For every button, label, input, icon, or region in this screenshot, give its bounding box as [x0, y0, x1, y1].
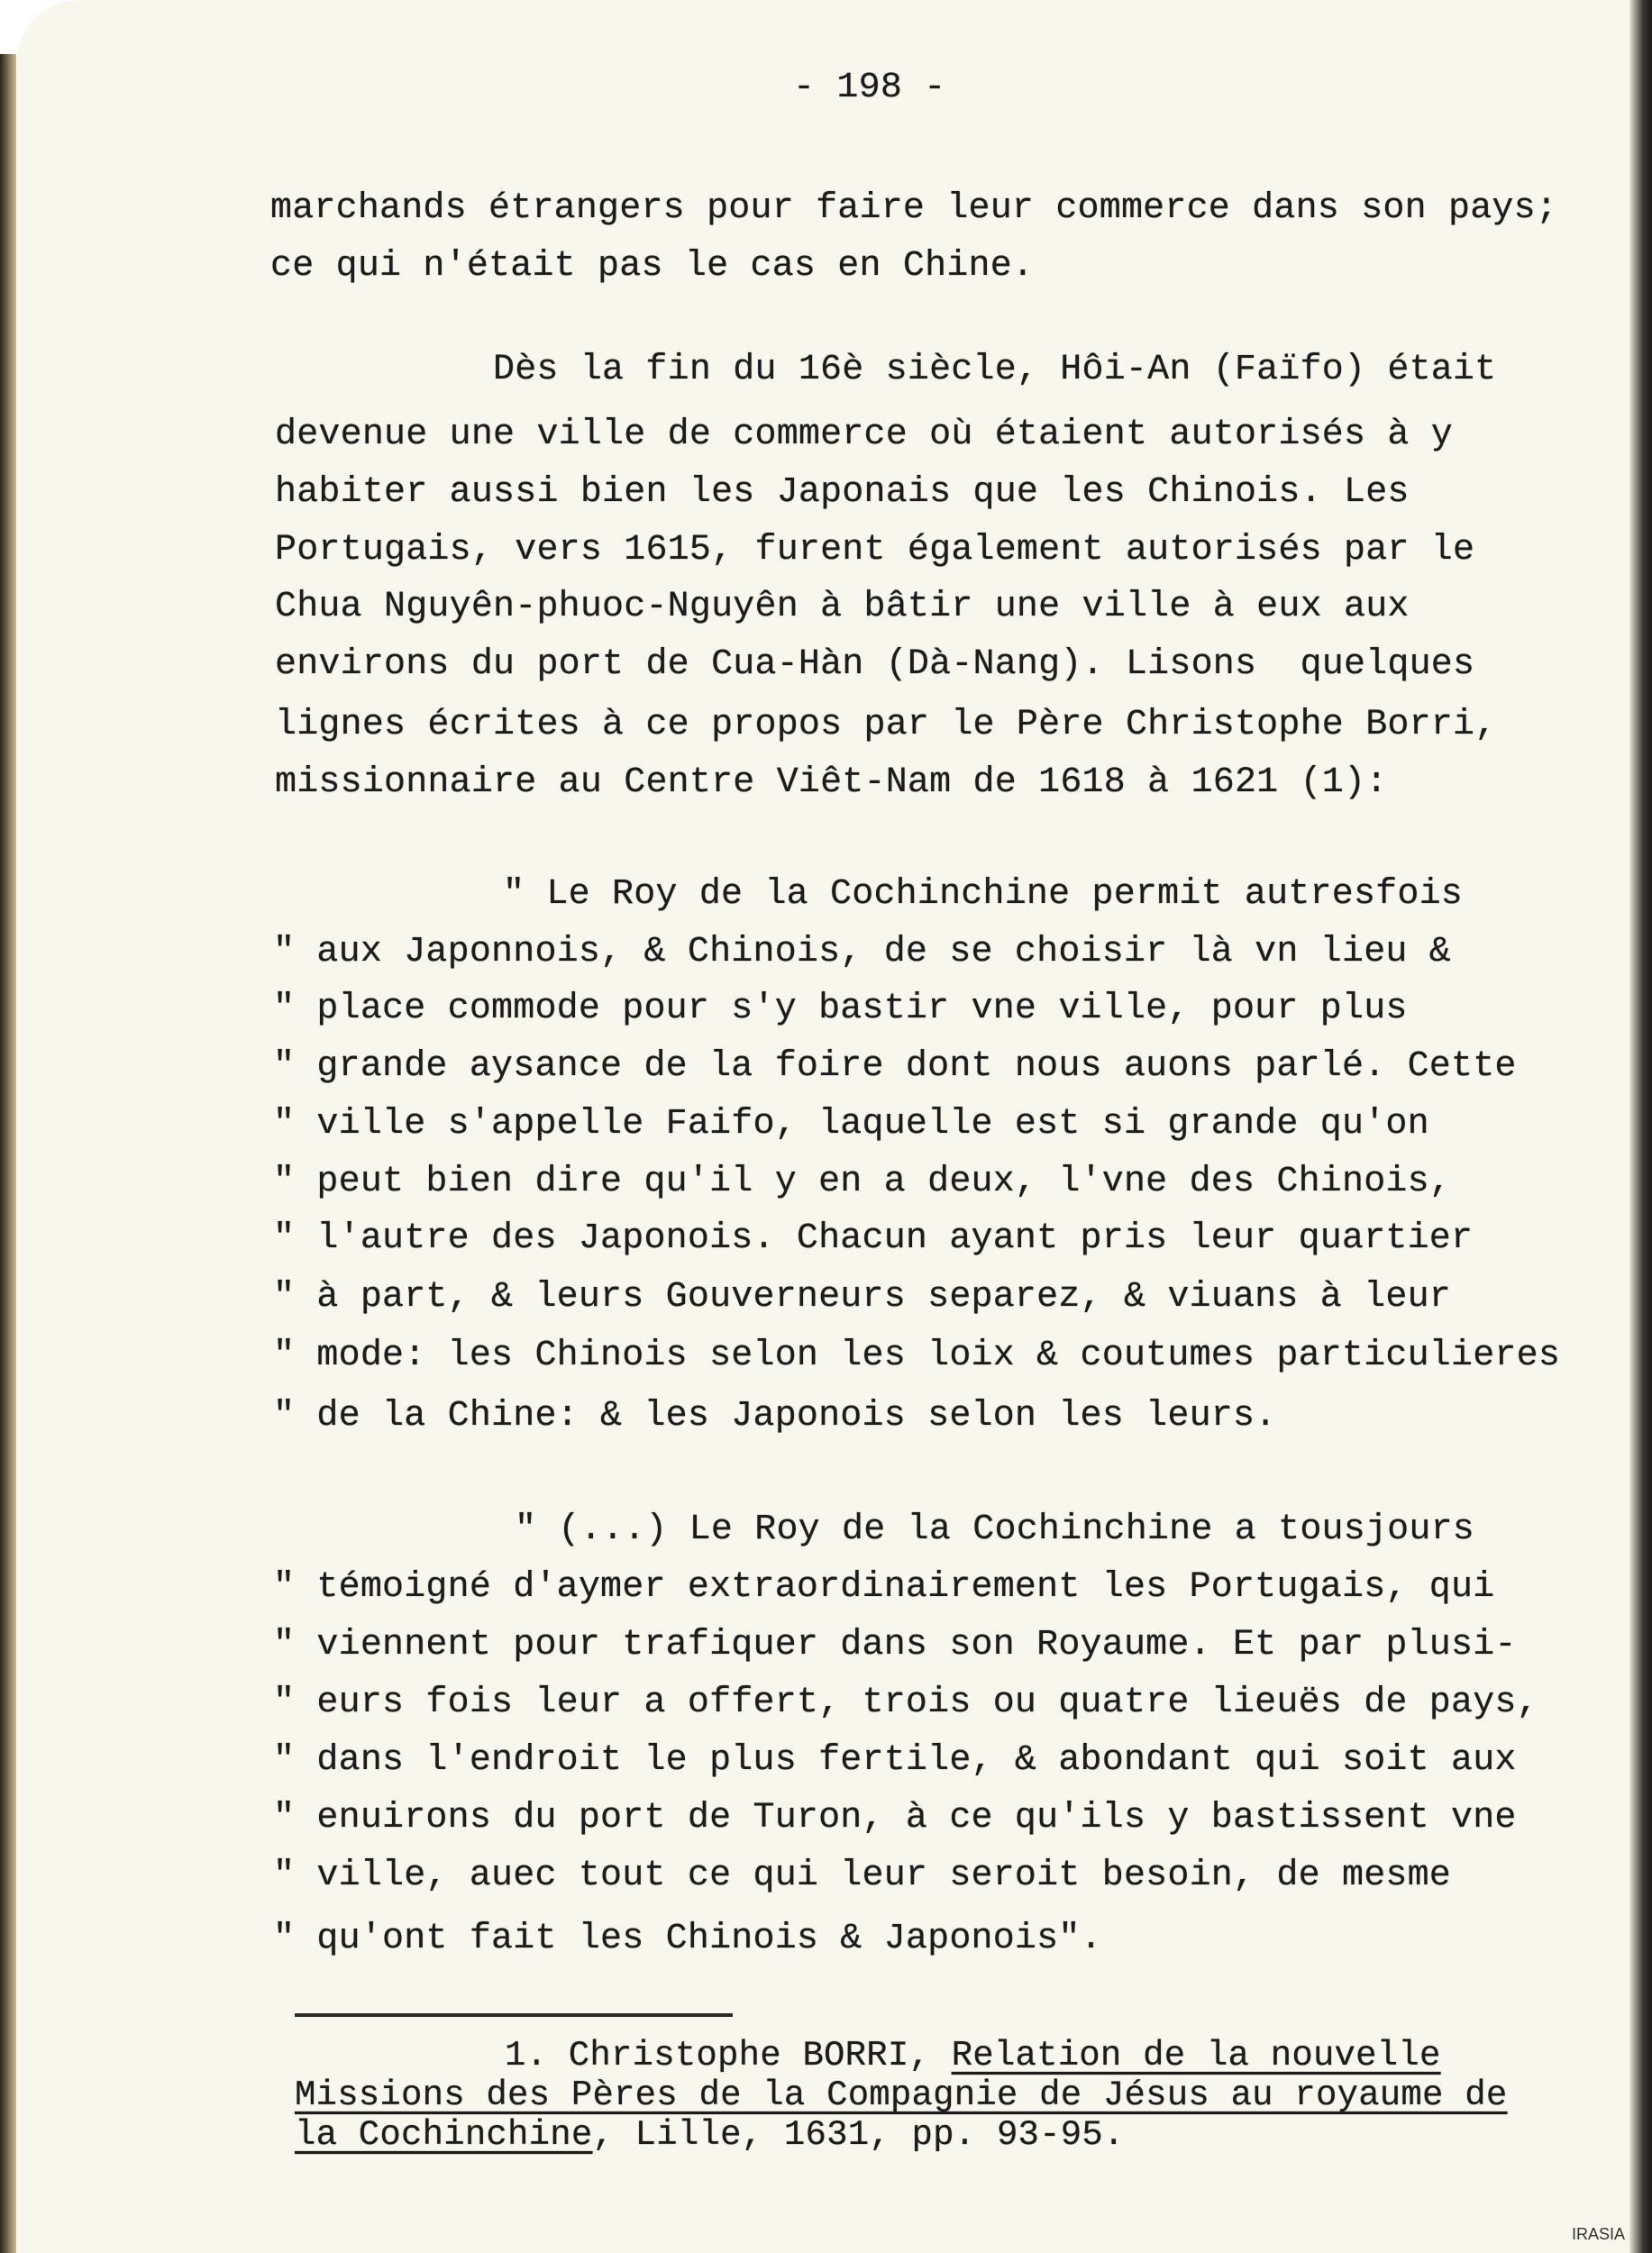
quote-2-line: " ville, auec tout ce qui leur seroit besoin, de mesme — [273, 1856, 1452, 1896]
quote-1-line: " Le Roy de la Cochinchine permit autresfois — [503, 874, 1463, 915]
paragraph-2-line: lignes écrites à ce propos par le Père Christophe Borri, — [275, 705, 1497, 745]
quote-2-line: " enuirons du port de Turon, à ce qu'ils y bastissent vne — [273, 1798, 1517, 1838]
quote-1-line: " de la Chine: & les Japonois selon les leurs. — [273, 1396, 1277, 1437]
quote-1-line: " place commode pour s'y bastir vne ville, pour plus — [273, 989, 1408, 1029]
quote-2-line: " qu'ont fait les Chinois & Japonois". — [273, 1919, 1102, 1959]
paragraph-2-line: devenue une ville de commerce où étaient autorisés à y — [275, 415, 1454, 455]
footnote-title-end: la Cochinchine — [295, 2115, 593, 2155]
quote-1-line: " grande aysance de la foire dont nous auons parlé. Cette — [273, 1046, 1517, 1087]
paragraph-2-line: Chua Nguyên-phuoc-Nguyên à bâtir une ville à eux aux — [275, 587, 1410, 627]
quote-2-line: " (...) Le Roy de la Cochinchine a tousjours — [515, 1510, 1474, 1550]
quote-1-line: " peut bien dire qu'il y en a deux, l'vne des Chinois, — [273, 1162, 1452, 1202]
footnote-author: 1. Christophe BORRI, — [505, 2036, 952, 2075]
footnote-line-2: Missions des Pères de la Compagnie de Jésus au royaume de — [295, 2075, 1508, 2115]
page-edge-right — [1629, 0, 1652, 2253]
quote-1-line: " l'autre des Japonois. Chacun ayant pris leur quartier — [273, 1218, 1474, 1259]
footnote-title: Relation de la nouvelle — [951, 2036, 1441, 2075]
quote-2-line: " dans l'endroit le plus fertile, & abondant qui soit aux — [273, 1740, 1517, 1781]
paragraph-2-line: Dès la fin du 16è siècle, Hôi-An (Faïfo) était — [493, 350, 1497, 390]
watermark: IRASIA — [1571, 2225, 1625, 2243]
paragraph-2-line: missionnaire au Centre Viêt-Nam de 1618 à 1621 (1): — [275, 762, 1388, 803]
quote-1-line: " aux Japonnois, & Chinois, de se choisir là vn lieu & — [273, 932, 1452, 972]
paragraph-1-line: ce qui n'était pas le cas en Chine. — [270, 246, 1035, 287]
paragraph-1-line: marchands étrangers pour faire leur commerce dans son pays; — [270, 188, 1558, 229]
footnote-line-1 — [505, 2036, 1441, 2075]
quote-2-line: " témoigné d'aymer extraordinairement les Portugais, qui — [273, 1567, 1495, 1608]
paragraph-2-line: environs du port de Cua-Hàn (Dà-Nang). Lisons quelques — [275, 644, 1475, 685]
quote-2-line: " eurs fois leur a offert, trois ou quatre lieuës de pays, — [273, 1683, 1538, 1723]
paragraph-2-line: Portugais, vers 1615, furent également autorisés par le — [275, 530, 1475, 570]
paragraph-2-line: habiter aussi bien les Japonais que les Chinois. Les — [275, 472, 1410, 513]
quote-1-line: " à part, & leurs Gouverneurs separez, & viuans à leur — [273, 1277, 1452, 1318]
page-edge-left — [0, 54, 16, 2253]
quote-2-line: " viennent pour trafiquer dans son Royaume. Et par plusi- — [273, 1625, 1517, 1665]
quote-1-line: " mode: les Chinois selon les loix & coutumes particulieres — [273, 1336, 1561, 1376]
quote-1-line: " ville s'appelle Faifo, laquelle est si grande qu'on — [273, 1104, 1429, 1145]
footnote-line-3 — [295, 2115, 1125, 2155]
page-number: - 198 - — [793, 68, 946, 108]
footnote-publication: , Lille, 1631, pp. 93-95. — [592, 2115, 1125, 2155]
footnote-separator — [295, 2013, 733, 2017]
